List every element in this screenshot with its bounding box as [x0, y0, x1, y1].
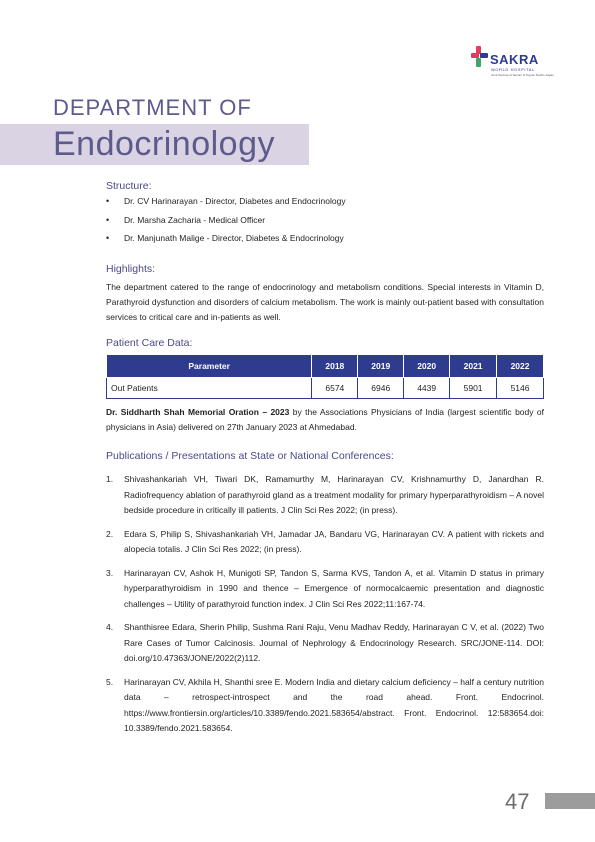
list-item: [106, 472, 544, 519]
patient-care-table: [106, 354, 544, 399]
highlights-text: The department catered to the range of endocrinology and metabolism conditions. Special interests in Vitamin D, Parathyroid dysfunction and disorders of calcium metabolism. The work is mainly out-patient based with consultation services to critical care and in-patients as well.: [106, 282, 544, 322]
item-number: 4.: [106, 622, 114, 632]
publication-text: Harinarayan CV, Ashok H, Munigoti SP, Tandon S, Sarma KVS, Tandon A, et al. Vitamin D status in primary hyperparathyroidism in 1990 and thence – Emergence of normocalcaemic presentation and diagnostic challenges – Utility of parathyroid function index. J Clin Sci Res 2022;11:167-74.: [124, 567, 544, 609]
table-cell: 4439: [404, 378, 450, 399]
patient-care-heading: Patient Care Data:: [106, 337, 193, 349]
list-item: • Dr. CV Harinarayan - Director, Diabetes and Endocrinology: [106, 195, 346, 214]
item-number: 1.: [106, 474, 114, 484]
page-number: 47: [505, 789, 530, 814]
structure-heading: Structure:: [106, 180, 152, 192]
hospital-logo: [470, 44, 570, 84]
column-header: Parameter: [107, 355, 312, 378]
list-item: [106, 620, 544, 667]
column-header: 2019: [358, 355, 404, 378]
table-cell: Out Patients: [107, 378, 312, 399]
column-header: 2021: [450, 355, 497, 378]
item-number: 5.: [106, 676, 114, 687]
oration-paragraph: [106, 405, 544, 435]
logo-tagline: Joint Venture of Secom & Toyota Tsusho Japan: [491, 73, 554, 77]
item-number: 2.: [106, 528, 114, 539]
page-number-bar: [545, 793, 595, 809]
publications-list: [106, 472, 544, 745]
table-cell: 6574: [312, 378, 358, 399]
publication-text: Harinarayan CV, Akhila H, Shanthi sree E. Modern India and dietary calcium deficiency – half a century nutrition data – retrospect-introspect and the road ahead. Front. Endocrinol. https://www.frontiersin.org/articles/10.3389/fendo.2021.583654/abstract. Front. Endocrinol. 12:583654.doi: 10.3389/fendo.2021.583654.: [124, 676, 544, 733]
list-item: [106, 527, 544, 558]
list-item: • Dr. Marsha Zacharia - Medical Officer: [106, 214, 346, 233]
column-header: 2020: [404, 355, 450, 378]
publications-heading: Publications / Presentations at State or National Conferences:: [106, 450, 394, 462]
list-item: • Dr. Manjunath Malige - Director, Diabetes & Endocrinology: [106, 232, 346, 251]
list-item: [106, 566, 544, 613]
department-prefix: DEPARTMENT OF: [53, 95, 252, 120]
logo-subtitle: WORLD HOSPITAL: [491, 67, 535, 72]
oration-title: Dr. Siddharth Shah Memorial Oration – 2023: [106, 407, 290, 417]
table-header-row: [107, 355, 544, 378]
structure-list: [106, 195, 346, 251]
publication-text: Shivashankariah VH, Tiwari DK, Ramamurthy M, Harinarayan CV, Krishnamurthy D, Janardhan R. Radiofrequency ablation of parathyroid gland as a treatment modality for primary hyperparathyroidism – A novel bedside procedure in critically ill patients. J Clin Sci Res 2022; (in press).: [124, 474, 544, 515]
medical-cross-icon: [470, 44, 488, 74]
publication-text: Edara S, Philip S, Shivashankariah VH, Jamadar JA, Bandaru VG, Harinarayan CV. A patient with rickets and alopecia totalis. J Clin Sci Res 2022; (in press).: [124, 528, 544, 554]
column-header: 2022: [497, 355, 544, 378]
table-cell: 5901: [450, 378, 497, 399]
item-number: 3.: [106, 567, 114, 578]
list-item: [106, 675, 544, 737]
table-cell: 6946: [358, 378, 404, 399]
highlights-heading: Highlights:: [106, 263, 156, 275]
logo-name: SAKRA: [490, 52, 539, 67]
publication-text: Shanthisree Edara, Sherin Philip, Sushma Rani Raju, Venu Madhav Reddy, Harinarayan C V, et al. (2022) Two Rare Cases of Tumor Calcinosis. Journal of Nephrology & Endocrinology Research. SRC/JONE-114. DOI: doi.org/10.47363/JONE/2022(2)112.: [124, 622, 544, 663]
column-header: 2018: [312, 355, 358, 378]
page-title: Endocrinology: [53, 125, 275, 163]
table-cell: 5146: [497, 378, 544, 399]
oration-text: by the Associations Physicians of India (largest scientific body of physicians in Asia) delivered on 27th January 2023 at Ahmedabad.: [106, 407, 544, 432]
table-row: [107, 378, 544, 399]
